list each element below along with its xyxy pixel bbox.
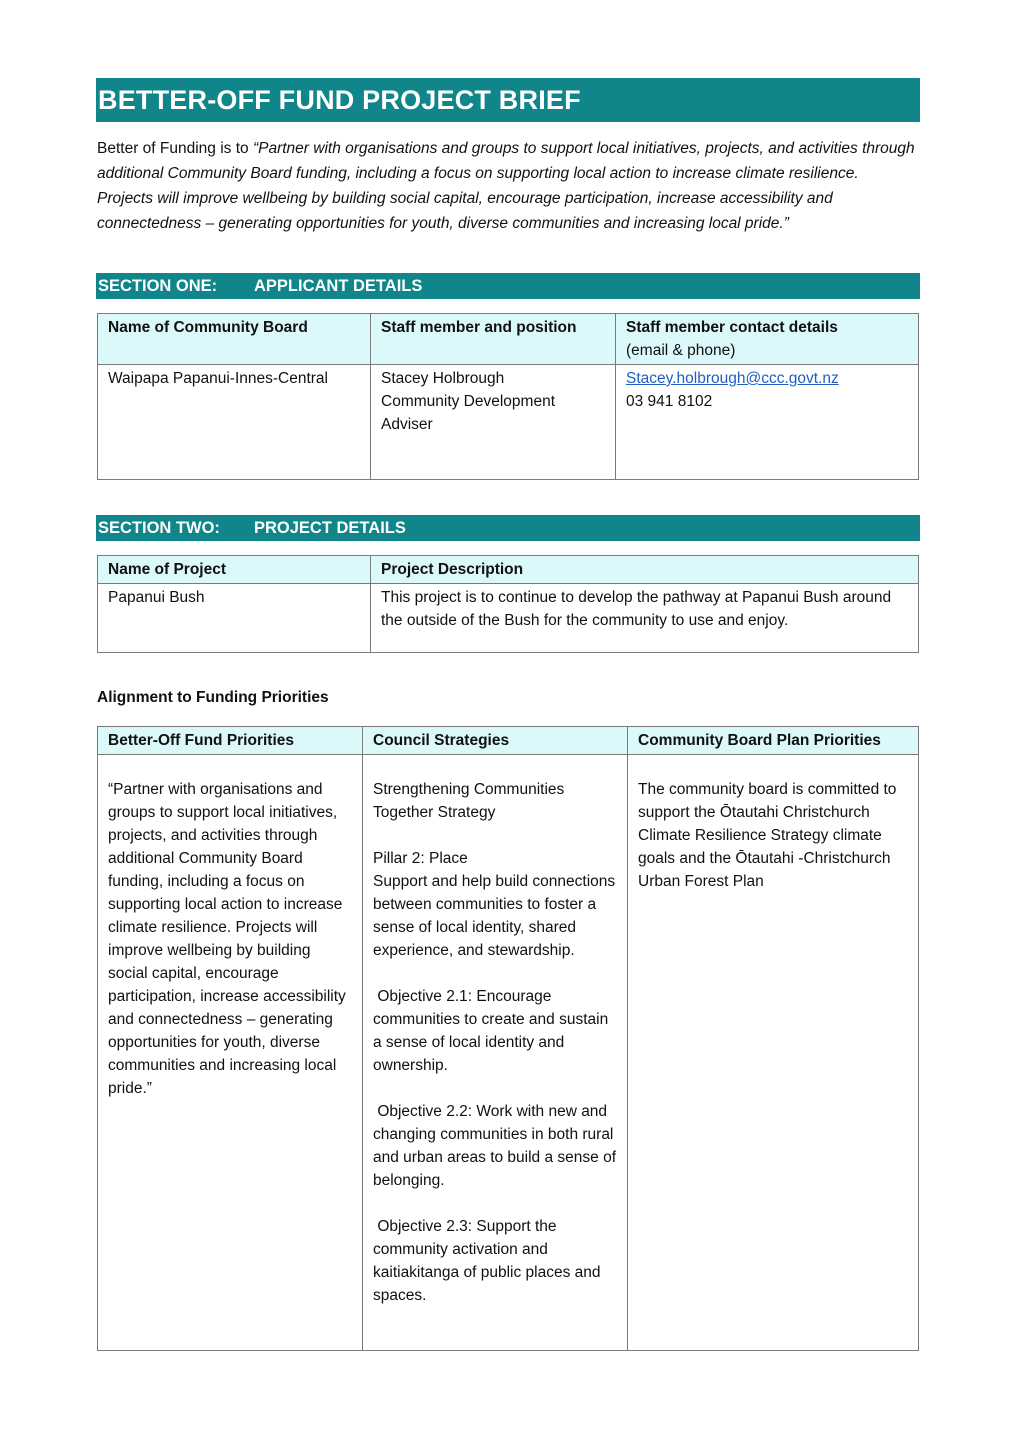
cell-staff-member <box>371 365 616 480</box>
section-one-number: SECTION ONE: <box>98 277 218 295</box>
objective-2-3: Objective 2.3: Support the community activation and kaitiakitanga of public places and spaces. <box>373 1218 605 1304</box>
staff-email-link[interactable]: Stacey.holbrough@ccc.govt.nz <box>626 370 839 387</box>
header-contact-details: Staff member contact details (email & phone) <box>616 314 919 365</box>
header-staff-member: Staff member and position <box>371 314 616 365</box>
project-details-table <box>97 555 919 653</box>
staff-position: Community Development Adviser <box>381 393 556 433</box>
header-council-strategies: Council Strategies <box>363 727 628 755</box>
section-two-number: SECTION TWO: <box>98 519 220 537</box>
section-one-bar <box>96 273 920 299</box>
section-two-name: PROJECT DETAILS <box>254 519 406 537</box>
header-contact-sub: (email & phone) <box>626 342 736 359</box>
intro-paragraph <box>97 136 917 236</box>
cell-council-strategies <box>363 755 628 1351</box>
section-one-name: APPLICANT DETAILS <box>254 277 423 295</box>
pillar-title: Pillar 2: Place <box>373 850 468 867</box>
cell-project-name: Papanui Bush <box>98 584 371 653</box>
cell-fund-priorities: “Partner with organisations and groups to support local initiatives, projects, and activities through additional Community Board funding, including a focus on supporting local action to increase climate resilience. Projects will improve wellbeing by building social capital, encourage participation, increase accessibility and connectedness – generating opportunities for youth, diverse communities and increasing local pride.” <box>98 755 363 1351</box>
council-strategy-name: Strengthening Communities Together Strategy <box>373 781 565 821</box>
header-board-plan-priorities: Community Board Plan Priorities <box>628 727 919 755</box>
council-pillar <box>373 847 617 962</box>
objective-2-1: Objective 2.1: Encourage communities to create and sustain a sense of local identity and ownership. <box>373 988 613 1074</box>
header-community-board: Name of Community Board <box>98 314 371 365</box>
header-project-description: Project Description <box>371 556 919 584</box>
pillar-text: Support and help build connections between communities to foster a sense of local identity, shared experience, and stewardship. <box>373 873 616 959</box>
staff-name: Stacey Holbrough <box>381 370 505 387</box>
cell-contact-details <box>616 365 919 480</box>
staff-phone: 03 941 8102 <box>626 393 713 410</box>
header-fund-priorities: Better-Off Fund Priorities <box>98 727 363 755</box>
applicant-details-table <box>97 313 919 480</box>
alignment-table <box>97 726 919 1351</box>
objective-2-2: Objective 2.2: Work with new and changing communities in both rural and urban areas to build a sense of belonging. <box>373 1103 621 1189</box>
cell-community-board: Waipapa Papanui-Innes-Central <box>98 365 371 480</box>
cell-project-description: This project is to continue to develop the pathway at Papanui Bush around the outside of the Bush for the community to use and enjoy. <box>371 584 919 653</box>
intro-lead: Better of Funding is to <box>97 140 253 157</box>
section-two-bar <box>96 515 920 541</box>
alignment-heading: Alignment to Funding Priorities <box>97 689 329 706</box>
intro-quote: “Partner with organisations and groups to support local initiatives, projects, and activities through additional Community Board funding, including a focus on supporting local action to increase climate resilience. Projects will improve wellbeing by building social capital, encourage participation, increase accessibility and connectedness – generating opportunities for youth, diverse communities and increasing local pride.” <box>97 140 915 232</box>
document-title: BETTER-OFF FUND PROJECT BRIEF <box>96 78 920 122</box>
cell-board-plan-priorities: The community board is committed to support the Ōtautahi Christchurch Climate Resilience Strategy climate goals and the Ōtautahi -Christchurch Urban Forest Plan <box>628 755 919 1351</box>
header-project-name: Name of Project <box>98 556 371 584</box>
